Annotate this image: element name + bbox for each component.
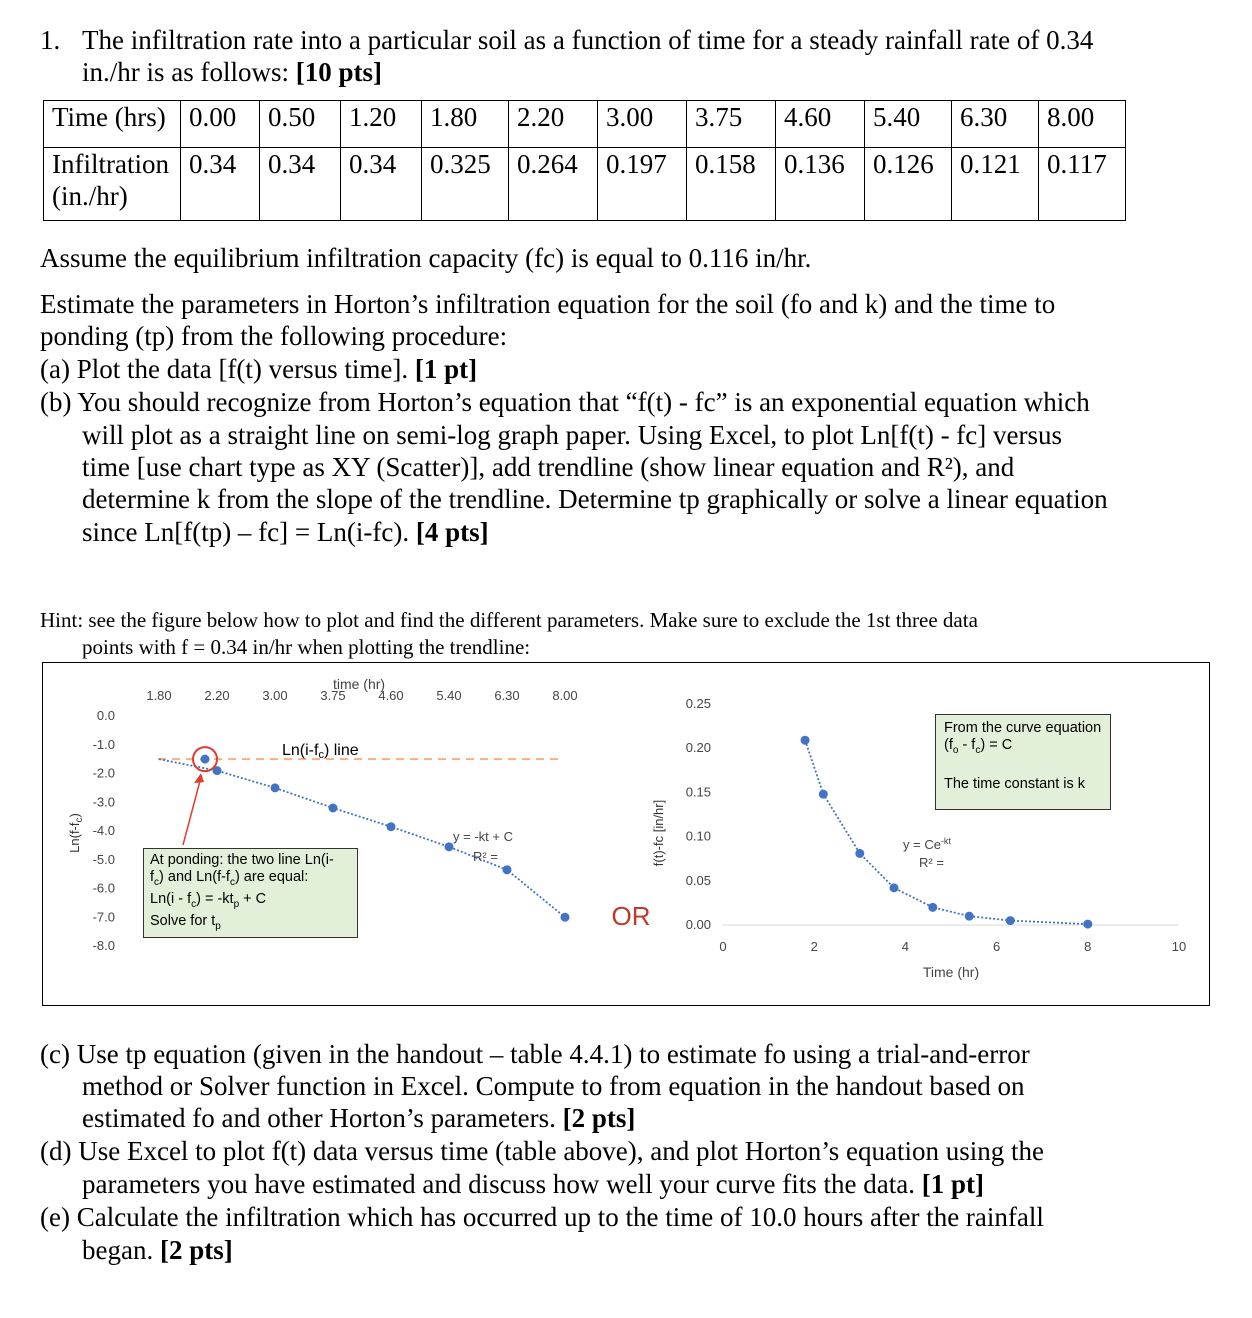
left-y-tick-label: -3.0: [92, 794, 115, 810]
table-cell: 0.121: [952, 148, 1039, 221]
table-row-infiltration: [44, 148, 1126, 221]
right-x-tick-label: 8: [1084, 939, 1092, 954]
table-cell: 0.158: [687, 148, 776, 221]
part-e-line-2: began. [2 pts]: [82, 1235, 233, 1265]
hint-line-2: points with f = 0.34 in/hr when plotting the trendline:: [82, 635, 531, 659]
part-c-line-2: method or Solver function in Excel. Compute to from equation in the handout based on: [82, 1071, 1025, 1101]
note-line: From the curve equation: [944, 720, 1102, 736]
table-cell: 0.325: [422, 148, 509, 221]
table-cell: 8.00: [1039, 101, 1126, 148]
part-d-line-1: (d) Use Excel to plot f(t) data versus time (table above), and plot Horton’s equation using the: [40, 1136, 1044, 1166]
note-line: At ponding: the two line Ln(i-: [150, 852, 334, 868]
left-data-point: [503, 865, 512, 874]
note-line: $Ln(i - f_c) = -kt_p + C$: [150, 890, 267, 910]
right-y-tick-label: 0.25: [685, 696, 711, 711]
right-data-point: [890, 883, 899, 892]
left-y-tick-label: -2.0: [92, 765, 115, 781]
table-row-time: [44, 101, 1126, 148]
infiltration-table: [43, 100, 1126, 221]
right-data-point: [801, 736, 810, 745]
table-cell: 3.00: [598, 101, 687, 148]
right-y-tick-label: 0.05: [685, 872, 711, 888]
left-trend-r2: R² =: [473, 849, 498, 864]
table-cell: 0.34: [181, 148, 260, 221]
left-x-tick-label: 5.40: [436, 688, 462, 703]
left-data-point: [201, 755, 210, 764]
left-y-tick-label: -7.0: [92, 909, 115, 925]
estimate-line-1: Estimate the parameters in Horton’s infiltration equation for the soil (fo and k) and the time to: [40, 289, 1056, 319]
estimate-line-2: ponding (tp) from the following procedure:: [40, 321, 508, 351]
right-y-tick-label: 0.10: [685, 828, 711, 844]
or-label: OR: [611, 901, 651, 931]
left-y-tick-label: -8.0: [92, 938, 115, 953]
part-c-line-1: (c) Use tp equation (given in the handout – table 4.4.1) to estimate fo using a trial-and-error: [40, 1039, 1030, 1069]
part-a: (a) Plot the data [f(t) versus time]. [1 pt]: [40, 354, 478, 384]
table-cell: 0.00: [181, 101, 260, 148]
part-b-line-1: (b) You should recognize from Horton’s equation that “f(t) - fc” is an exponential equation which: [40, 387, 1090, 417]
table-header-time: Time (hrs): [44, 101, 181, 148]
left-x-tick-label: 6.30: [494, 688, 520, 703]
question-number: 1.: [40, 25, 61, 55]
left-x-tick-label: 3.75: [320, 688, 346, 703]
right-y-axis-title: f(t)-fc [in/hr]: [651, 799, 666, 867]
part-e-line-1: (e) Calculate the infiltration which has occurred up to the time of 10.0 hours after the rainfall: [40, 1202, 1044, 1232]
table-cell: 0.126: [865, 148, 952, 221]
left-x-tick-label: 1.80: [146, 688, 172, 703]
right-data-point: [819, 790, 828, 799]
note-line: The time constant is k: [944, 775, 1086, 792]
figure-box: [42, 662, 1210, 1006]
right-data-point: [855, 849, 864, 858]
left-y-tick-label: -4.0: [92, 823, 115, 838]
curve-note-box: [935, 714, 1111, 810]
hint-line-1: Hint: see the figure below how to plot and find the different parameters. Make sure to exclude the 1st three data: [40, 608, 978, 632]
table-cell: 0.34: [341, 148, 422, 221]
part-c-line-3: estimated fo and other Horton’s parameters. [2 pts]: [82, 1103, 636, 1133]
question-line-2: in./hr is as follows: [10 pts]: [82, 57, 382, 87]
part-b-line-4: determine k from the slope of the trendline. Determine tp graphically or solve a linear equation: [82, 484, 1108, 514]
question-line-1: The infiltration rate into a particular soil as a function of time for a steady rainfall rate of 0.34: [82, 25, 1094, 55]
right-x-axis-title: Time (hr): [922, 964, 980, 980]
part-b-line-3: time [use chart type as XY (Scatter)], add trendline (show linear equation and R²), and: [82, 452, 1015, 482]
table-cell: 3.75: [687, 101, 776, 148]
left-top-axis-title: time (hr): [332, 676, 386, 692]
table-cell: 0.117: [1039, 148, 1126, 221]
table-cell: 1.80: [422, 101, 509, 148]
ln-i-fc-line-label: Ln(i-fc) line: [282, 742, 359, 761]
left-y-tick-label: -1.0: [92, 736, 115, 752]
left-x-tick-label: 8.00: [552, 688, 578, 703]
left-data-point: [329, 804, 338, 813]
left-x-tick-label: 2.20: [204, 688, 230, 703]
table-cell: 6.30: [952, 101, 1039, 148]
right-x-tick-label: 6: [992, 939, 1001, 954]
right-x-tick-label: 2: [810, 939, 818, 954]
right-x-tick-label: 4: [901, 939, 910, 954]
right-x-tick-label: 10: [1171, 939, 1187, 954]
part-b-line-2: will plot as a straight line on semi-log graph paper. Using Excel, to plot Ln[f(t) - fc] versus: [82, 420, 1063, 450]
note-line: $f_c$) and $Ln(f-f_c)$ are equal:: [150, 869, 309, 888]
table-cell: 2.20: [509, 101, 598, 148]
table-cell: 5.40: [865, 101, 952, 148]
table-header-infiltration: Infiltration (in./hr): [44, 148, 181, 221]
left-y-tick-label: 0.0: [96, 708, 115, 723]
right-data-point: [965, 912, 974, 921]
left-y-axis-title: $Ln(f-f_c)$: [67, 813, 85, 853]
left-data-point: [387, 822, 396, 831]
table-cell: 1.20: [341, 101, 422, 148]
ponding-note-box: [143, 848, 358, 938]
ponding-arrow: [183, 777, 201, 845]
left-x-tick-label: 3.00: [262, 688, 288, 703]
right-trend-equation: $y = Ce^{-kt}$: [903, 836, 951, 852]
assumption-text: Assume the equilibrium infiltration capacity (fc) is equal to 0.116 in/hr.: [40, 243, 812, 273]
left-trend-equation: y = -kt + C: [453, 829, 513, 844]
note-line: Solve for $t_p$: [150, 912, 221, 932]
table-cell: 4.60: [776, 101, 865, 148]
note-line: $(f_o - f_c) = C$: [944, 737, 1013, 756]
left-y-tick-label: -5.0: [92, 851, 115, 867]
part-d-line-2: parameters you have estimated and discuss how well your curve fits the data. [1 pt]: [82, 1169, 984, 1199]
left-y-tick-label: -6.0: [92, 880, 115, 896]
ponding-arrowhead: [194, 773, 204, 783]
part-b-line-5: since Ln[f(tp) – fc] = Ln(i-fc). [4 pts]: [82, 517, 489, 547]
right-y-tick-label: 0.15: [685, 784, 711, 800]
table-cell: 0.197: [598, 148, 687, 221]
right-data-point: [1083, 920, 1092, 929]
table-cell: 0.136: [776, 148, 865, 221]
right-data-point: [1006, 916, 1015, 925]
table-cell: 0.50: [260, 101, 341, 148]
left-data-point: [561, 913, 570, 922]
right-y-tick-label: 0.00: [685, 917, 711, 932]
left-x-tick-label: 4.60: [378, 688, 404, 703]
right-data-point: [928, 903, 937, 912]
left-data-point: [271, 783, 280, 792]
table-cell: 0.264: [509, 148, 598, 221]
right-trend-r2: R² =: [919, 855, 944, 870]
right-x-tick-label: 0: [719, 939, 727, 954]
right-y-tick-label: 0.20: [685, 740, 711, 756]
table-cell: 0.34: [260, 148, 341, 221]
